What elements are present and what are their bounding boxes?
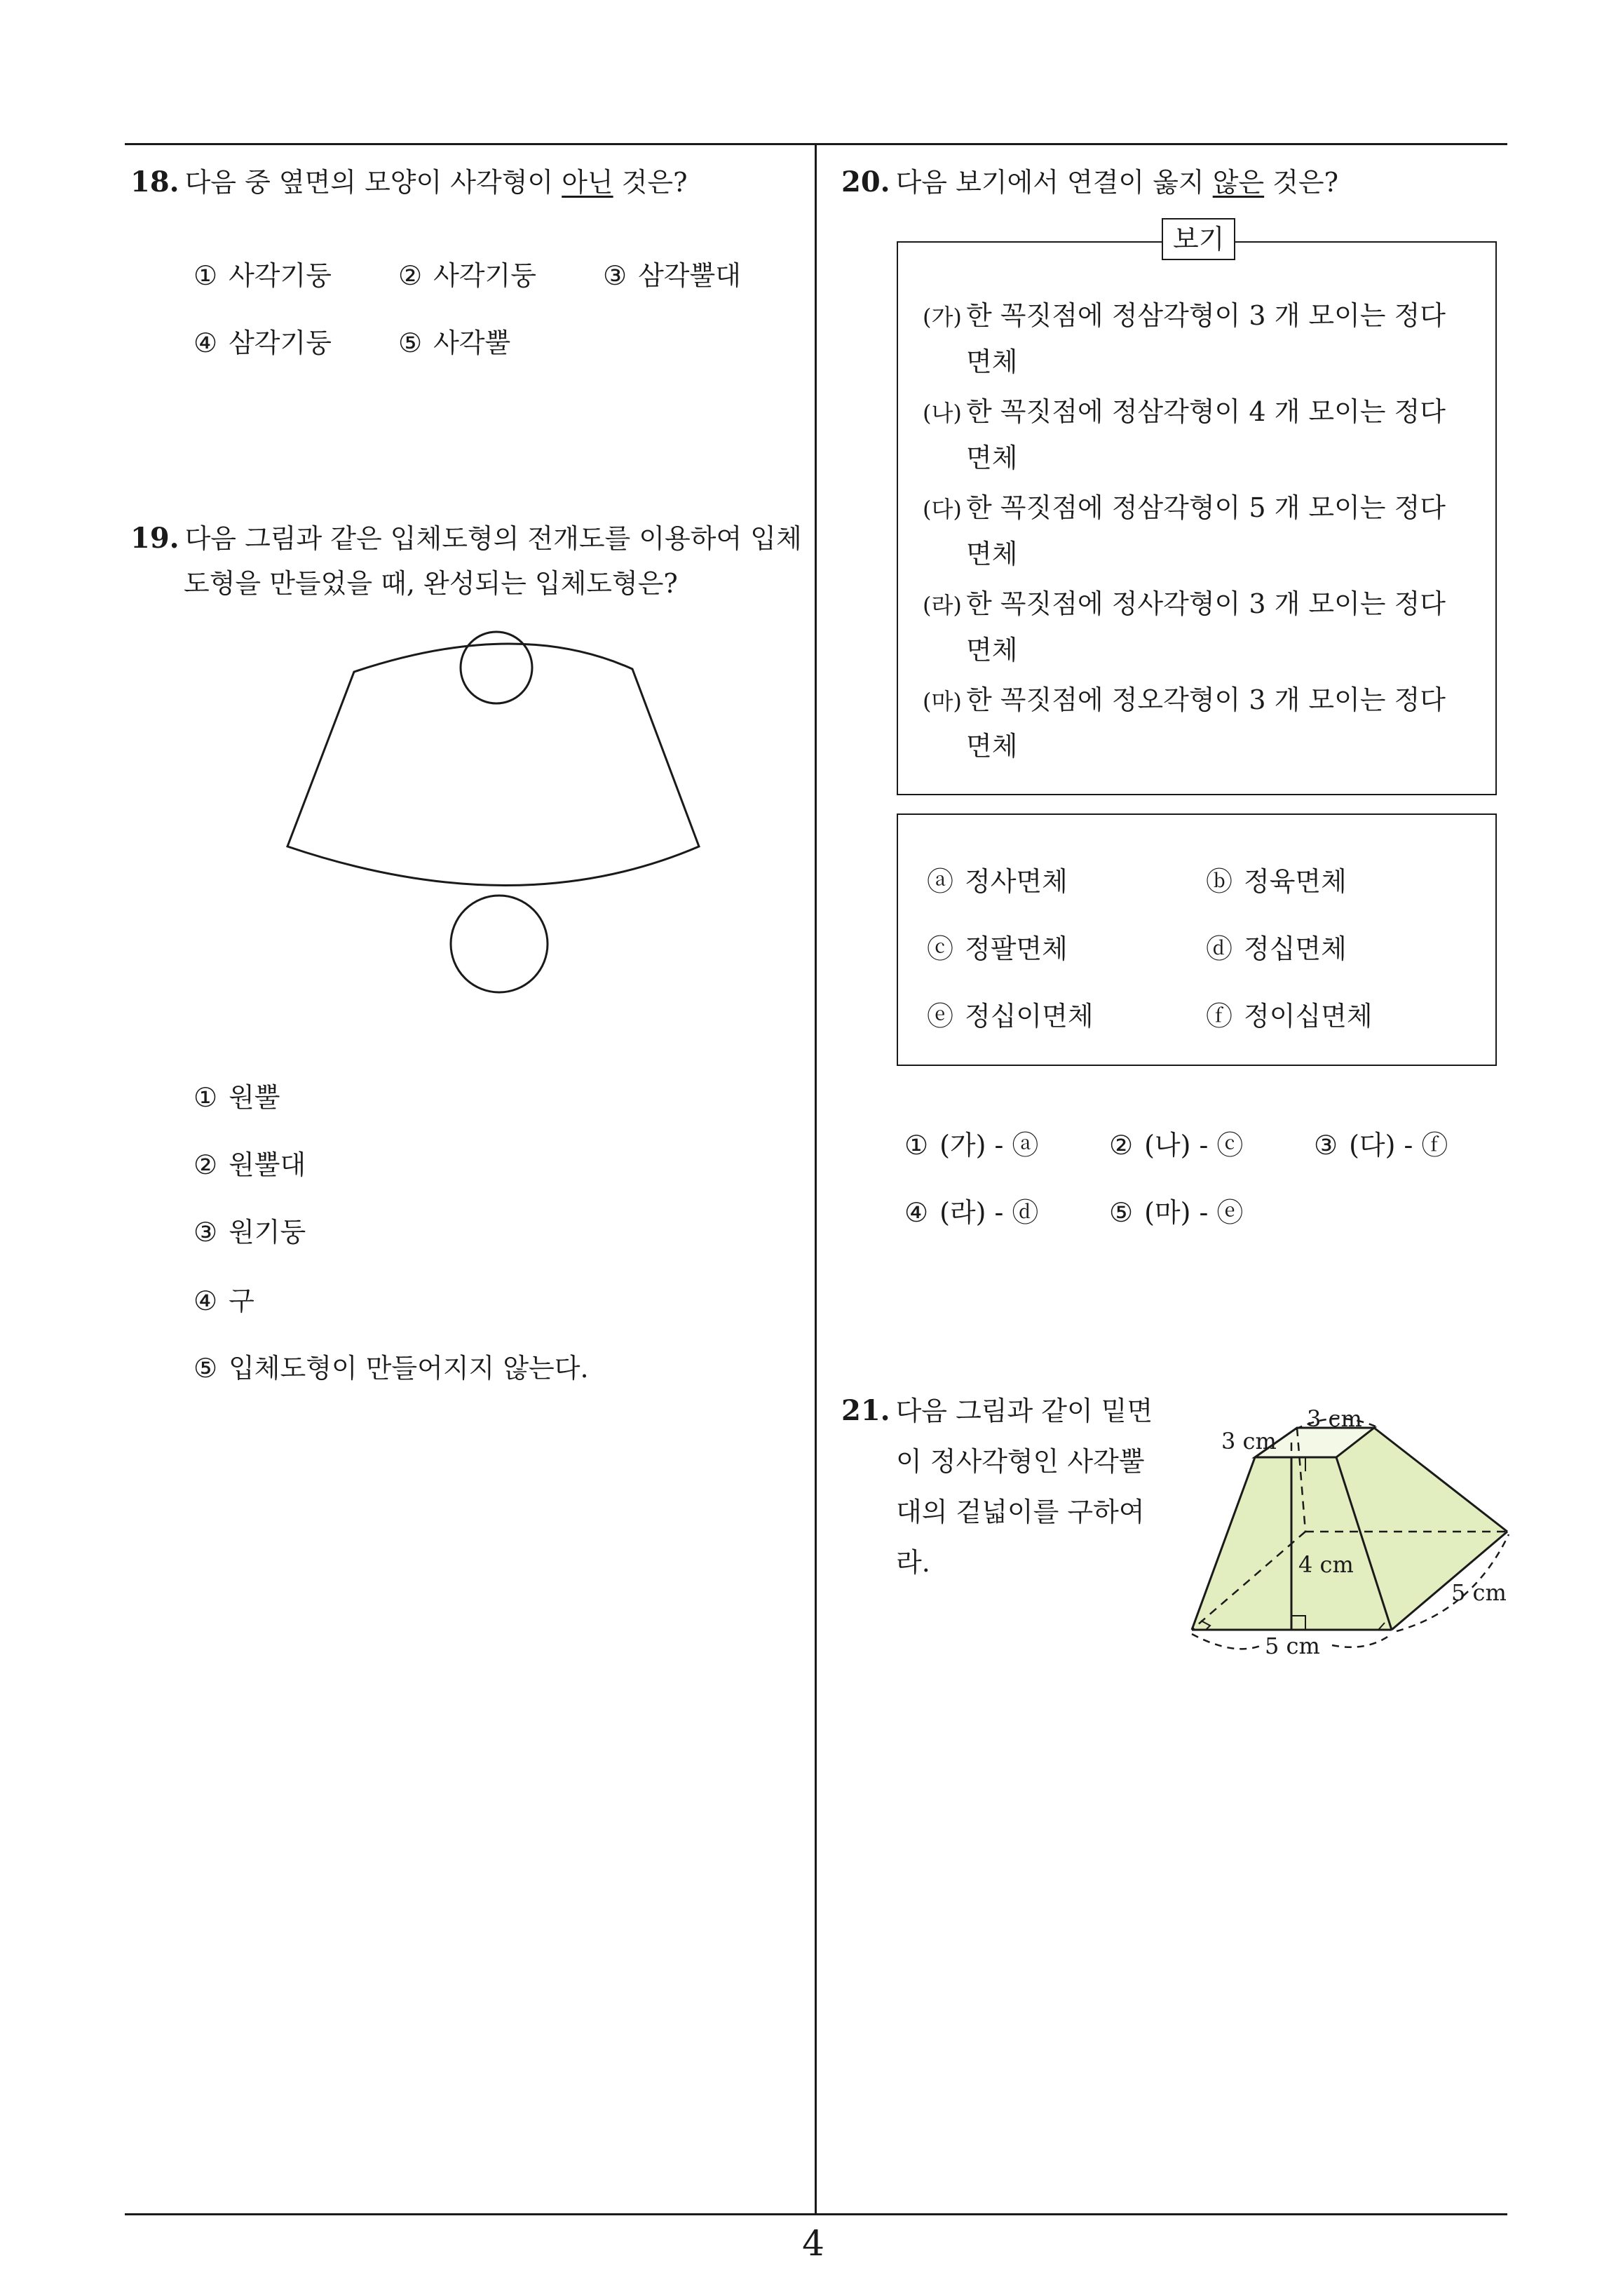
q21-line3: 대의 겉넓이를 구하여	[896, 1497, 1145, 1527]
choice-mark: ②	[193, 1149, 218, 1180]
choice-mark: ③	[603, 260, 627, 291]
label-top-depth: 3 cm	[1221, 1428, 1277, 1454]
bogi-line2: 면체	[966, 635, 1018, 666]
answer-mark: ⓓ	[1206, 933, 1233, 964]
page-number: 4	[802, 2223, 824, 2264]
choice-text: (가) - ⓐ	[939, 1130, 1039, 1161]
q21-number: 21.	[841, 1394, 890, 1427]
choice-mark: ①	[904, 1130, 929, 1161]
label-bottom-front: 5 cm	[1265, 1633, 1320, 1659]
choice-mark: ③	[1314, 1130, 1338, 1161]
choice-mark: ⑤	[193, 1353, 218, 1384]
choice-text: 삼각뿔대	[638, 260, 741, 291]
q20-number: 20.	[841, 166, 890, 198]
choice-mark: ④	[904, 1197, 929, 1228]
bogi-mark: (나)	[923, 400, 962, 426]
bogi-mark: (마)	[923, 688, 962, 715]
choice-text: 구	[229, 1285, 254, 1316]
choice-text: 사각기둥	[433, 260, 536, 291]
choice-mark: ①	[193, 260, 218, 291]
answer-text: 정이십면체	[1244, 1001, 1373, 1032]
choice-mark: ①	[193, 1082, 218, 1113]
q20-text-end: 것은?	[1264, 167, 1338, 198]
bogi-line1: 한 꼭짓점에 정사각형이 3 개 모이는 정다	[966, 588, 1446, 619]
bogi-mark: (라)	[923, 592, 962, 619]
bogi-label: 보기	[1162, 218, 1235, 260]
answer-mark: ⓕ	[1206, 1001, 1233, 1032]
choice-mark: ⑤	[1109, 1197, 1134, 1228]
choice-mark: ③	[193, 1217, 218, 1248]
bogi-mark: (가)	[923, 304, 962, 330]
bogi-line1: 한 꼭짓점에 정오각형이 3 개 모이는 정다	[966, 684, 1446, 715]
choice-mark: ②	[1109, 1130, 1134, 1161]
choice-text: 원기둥	[229, 1217, 306, 1248]
answer-text: 정사면체	[965, 866, 1068, 897]
bogi-line2: 면체	[966, 539, 1018, 569]
choice-mark: ④	[193, 1285, 218, 1316]
label-bottom-right: 5 cm	[1451, 1579, 1507, 1606]
q20-text: 다음 보기에서 연결이 옳지	[895, 167, 1213, 198]
label-top-width: 3 cm	[1307, 1405, 1362, 1432]
q18-text: 다음 중 옆면의 모양이 사각형이	[184, 167, 562, 198]
bogi-line2: 면체	[966, 346, 1018, 377]
bogi-line2: 면체	[966, 731, 1018, 762]
answer-mark: ⓔ	[927, 1001, 954, 1032]
choice-text: (라) - ⓓ	[939, 1197, 1039, 1228]
answer-text: 정팔면체	[965, 933, 1068, 964]
bogi-line1: 한 꼭짓점에 정삼각형이 4 개 모이는 정다	[966, 396, 1446, 427]
choice-mark: ④	[193, 327, 218, 358]
bogi-line1: 한 꼭짓점에 정삼각형이 3 개 모이는 정다	[966, 300, 1446, 331]
q19-line1: 다음 그림과 같은 입체도형의 전개도를 이용하여 입체	[184, 523, 802, 554]
bogi-line2: 면체	[966, 443, 1018, 473]
choice-mark: ②	[398, 260, 423, 291]
choice-text: 삼각기둥	[229, 327, 332, 358]
q21-line2: 이 정사각형인 사각뿔	[896, 1446, 1145, 1477]
q19-number: 19.	[130, 522, 179, 555]
q20-underlined: 않은	[1212, 167, 1265, 198]
answer-mark: ⓒ	[927, 933, 954, 964]
q19-line2: 도형을 만들었을 때, 완성되는 입체도형은?	[184, 568, 678, 599]
label-height: 4 cm	[1298, 1551, 1354, 1578]
choice-text: 사각기둥	[229, 260, 332, 291]
answer-mark: ⓐ	[927, 866, 954, 897]
q18-underlined: 아닌	[562, 167, 613, 198]
bogi-mark: (다)	[923, 496, 962, 522]
choice-text: 입체도형이 만들어지지 않는다.	[229, 1353, 589, 1384]
q18-text-end: 것은?	[613, 167, 688, 198]
q18-number: 18.	[130, 166, 179, 198]
choice-text: (나) - ⓒ	[1144, 1130, 1244, 1161]
q21-line4: 라.	[896, 1547, 930, 1578]
choice-text: 원뿔	[229, 1082, 280, 1113]
answer-text: 정십이면체	[965, 1001, 1094, 1032]
choice-mark: ⑤	[398, 327, 423, 358]
choice-text: (다) - ⓕ	[1349, 1130, 1448, 1161]
choice-text: (마) - ⓔ	[1144, 1197, 1244, 1228]
answer-text: 정육면체	[1244, 866, 1347, 897]
answer-mark: ⓑ	[1206, 866, 1233, 897]
choice-text: 사각뿔	[433, 327, 511, 358]
bogi-line1: 한 꼭짓점에 정삼각형이 5 개 모이는 정다	[966, 492, 1446, 523]
q21-line1: 다음 그림과 같이 밑면	[895, 1396, 1153, 1426]
choice-text: 원뿔대	[229, 1149, 306, 1180]
answer-text: 정십면체	[1244, 933, 1347, 964]
